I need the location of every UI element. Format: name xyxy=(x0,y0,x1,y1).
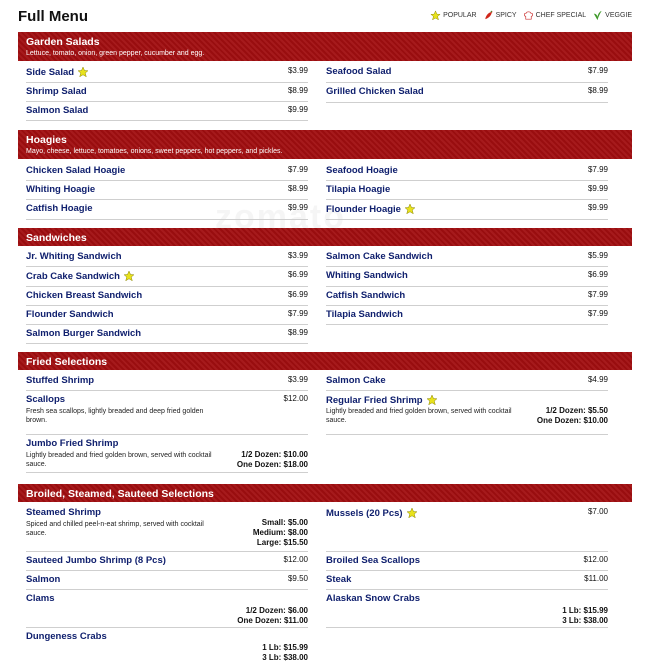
menu-item[interactable] xyxy=(26,435,308,473)
left-column xyxy=(26,162,308,220)
item-price: $4.99 xyxy=(587,375,608,384)
item-price: $6.99 xyxy=(587,270,608,279)
menu-item[interactable] xyxy=(26,628,308,665)
item-name: Salmon Salad xyxy=(26,105,89,116)
item-name: Tilapia Hoagie xyxy=(326,184,391,195)
item-prices: 1/2 Dozen: $6.00 One Dozen: $11.00 xyxy=(237,606,308,625)
item-price: $11.00 xyxy=(584,574,608,583)
menu-item[interactable] xyxy=(26,181,308,200)
item-price: $9.99 xyxy=(287,203,308,212)
item-price: $7.99 xyxy=(587,290,608,299)
chef-hat-icon xyxy=(523,10,534,21)
page-title: Full Menu xyxy=(18,8,88,25)
menu-item[interactable] xyxy=(26,306,308,325)
section-header xyxy=(18,228,632,246)
menu-item[interactable] xyxy=(26,248,308,267)
item-price: $6.99 xyxy=(287,290,308,299)
item-description: Lightly breaded and fried golden brown, served with cocktail sauce. xyxy=(26,452,212,468)
menu-item[interactable] xyxy=(26,102,308,121)
item-name: Broiled Sea Scallops xyxy=(326,555,420,566)
item-price: $9.99 xyxy=(287,105,308,114)
left-column xyxy=(26,63,308,121)
item-name: Dungeness Crabs xyxy=(26,631,107,642)
menu-item[interactable] xyxy=(326,571,608,590)
item-prices: 1/2 Dozen: $5.50 One Dozen: $10.00 xyxy=(536,406,608,425)
section-garden-salads xyxy=(18,32,632,128)
item-name: Chicken Salad Hoagie xyxy=(26,165,126,176)
item-price: $8.99 xyxy=(287,328,308,337)
menu-item[interactable] xyxy=(326,391,608,435)
section-header xyxy=(18,130,632,159)
section-hoagies xyxy=(18,130,632,222)
section-header xyxy=(18,32,632,61)
item-price: $7.00 xyxy=(587,507,608,516)
item-price: $8.99 xyxy=(587,86,608,95)
menu-item[interactable] xyxy=(26,162,308,181)
menu-item[interactable] xyxy=(326,552,608,571)
menu-item[interactable] xyxy=(326,63,608,83)
item-price: $5.99 xyxy=(587,251,608,260)
item-prices: 1/2 Dozen: $10.00 One Dozen: $18.00 xyxy=(236,450,308,469)
item-name: Whiting Sandwich xyxy=(326,270,408,281)
item-price: $7.99 xyxy=(287,165,308,174)
item-name: Tilapia Sandwich xyxy=(326,309,403,320)
item-price: $3.99 xyxy=(287,66,308,75)
menu-item[interactable] xyxy=(26,590,308,628)
legend-popular: POPULAR xyxy=(430,10,476,21)
menu-header xyxy=(18,6,632,28)
section-title: Garden Salads xyxy=(26,36,100,48)
item-name: Jumbo Fried Shrimp xyxy=(26,438,119,449)
item-name: Chicken Breast Sandwich xyxy=(26,290,143,301)
item-name: Grilled Chicken Salad xyxy=(326,86,424,97)
menu-item[interactable] xyxy=(326,200,608,220)
menu-item[interactable] xyxy=(26,552,308,571)
popular-star-icon xyxy=(77,66,89,78)
section-broiled-steamed-sauteed xyxy=(18,484,632,666)
menu-item[interactable] xyxy=(26,391,308,435)
section-sandwiches xyxy=(18,228,632,346)
item-price: $7.99 xyxy=(587,66,608,75)
section-fried-selections xyxy=(18,352,632,478)
item-name: Catfish Hoagie xyxy=(26,203,93,214)
popular-star-icon xyxy=(404,203,416,215)
item-price: $7.99 xyxy=(587,309,608,318)
item-price: $6.99 xyxy=(287,270,308,279)
item-price: $7.99 xyxy=(587,165,608,174)
item-price: $12.00 xyxy=(283,555,308,564)
item-name: Regular Fried Shrimp xyxy=(326,394,423,406)
section-title: Sandwiches xyxy=(26,232,87,244)
menu-item[interactable] xyxy=(326,162,608,181)
item-price: $12.00 xyxy=(583,555,608,564)
item-name: Salmon Cake Sandwich xyxy=(326,251,433,262)
item-name: Stuffed Shrimp xyxy=(26,375,95,386)
item-price: $9.50 xyxy=(287,574,308,583)
item-name: Steak xyxy=(326,574,352,585)
item-name: Clams xyxy=(26,593,55,604)
item-name: Steamed Shrimp xyxy=(26,507,101,518)
left-column xyxy=(26,248,308,344)
item-name: Seafood Salad xyxy=(326,66,392,77)
item-price: $9.99 xyxy=(587,203,608,212)
legend-veggie: VEGGIE xyxy=(592,10,632,21)
right-column xyxy=(326,248,608,325)
veggie-icon xyxy=(592,10,603,21)
section-subtitle: Lettuce, tomato, onion, green pepper, cucumber and egg. xyxy=(26,50,205,57)
item-name: Alaskan Snow Crabs xyxy=(326,593,420,604)
left-column xyxy=(26,504,308,665)
menu-item[interactable] xyxy=(326,287,608,306)
menu-item[interactable] xyxy=(326,83,608,103)
item-name: Jr. Whiting Sandwich xyxy=(26,251,122,262)
icon-legend xyxy=(430,10,632,21)
popular-star-icon xyxy=(406,507,418,519)
item-prices: Small: $5.00 Medium: $8.00 Large: $15.50 xyxy=(252,518,308,547)
item-name: Sauteed Jumbo Shrimp (8 Pcs) xyxy=(26,555,166,566)
item-name: Seafood Hoagie xyxy=(326,165,398,176)
menu-item[interactable] xyxy=(26,83,308,102)
section-header xyxy=(18,352,632,370)
item-description: Lightly breaded and fried golden brown, served with cocktail sauce. xyxy=(326,408,512,424)
item-price: $7.99 xyxy=(287,309,308,318)
item-name: Salmon Burger Sandwich xyxy=(26,328,142,339)
item-name: Scallops xyxy=(26,394,66,405)
item-name: Crab Cake Sandwich xyxy=(26,270,120,282)
item-name: Flounder Sandwich xyxy=(26,309,114,320)
popular-star-icon xyxy=(426,394,438,406)
item-name: Side Salad xyxy=(26,66,75,78)
item-name: Salmon xyxy=(26,574,61,585)
item-name: Salmon Cake xyxy=(326,375,386,386)
right-column xyxy=(326,372,608,435)
item-name: Whiting Hoagie xyxy=(26,184,96,195)
menu-item[interactable] xyxy=(326,306,608,325)
legend-spicy: SPICY xyxy=(483,10,517,21)
menu-item[interactable] xyxy=(26,287,308,306)
menu-item[interactable] xyxy=(26,571,308,590)
item-price: $9.99 xyxy=(587,184,608,193)
right-column xyxy=(326,63,608,103)
section-title: Hoagies xyxy=(26,134,67,146)
item-description: Fresh sea scallops, lightly breaded and deep fried golden brown. xyxy=(26,408,204,424)
section-title: Broiled, Steamed, Sauteed Selections xyxy=(26,488,214,500)
right-column xyxy=(326,162,608,220)
menu-item[interactable] xyxy=(26,200,308,220)
star-icon xyxy=(430,10,441,21)
menu-item[interactable] xyxy=(26,372,308,391)
right-column xyxy=(326,504,608,628)
legend-chef-special: CHEF SPECIAL xyxy=(523,10,587,21)
left-column xyxy=(26,372,308,473)
item-prices: 1 Lb: $15.99 3 Lb: $38.00 xyxy=(562,606,608,625)
item-name: Catfish Sandwich xyxy=(326,290,406,301)
item-name: Shrimp Salad xyxy=(26,86,87,97)
menu-item[interactable] xyxy=(326,267,608,287)
menu-item[interactable] xyxy=(326,372,608,391)
item-name: Mussels (20 Pcs) xyxy=(326,507,403,519)
menu-item[interactable] xyxy=(26,504,308,552)
item-price: $3.99 xyxy=(287,375,308,384)
menu-item[interactable] xyxy=(326,504,608,552)
chili-icon xyxy=(483,10,494,21)
menu-item[interactable] xyxy=(326,248,608,267)
section-subtitle: Mayo, cheese, lettuce, tomatoes, onions, sweet peppers, hot peppers, and pickles. xyxy=(26,148,283,155)
item-prices: 1 Lb: $15.99 3 Lb: $38.00 xyxy=(262,643,308,662)
section-title: Fried Selections xyxy=(26,356,108,368)
popular-star-icon xyxy=(123,270,135,282)
menu-item[interactable] xyxy=(326,181,608,200)
menu-item[interactable] xyxy=(26,325,308,344)
item-description: Spiced and chilled peel-n-eat shrimp, served with cocktail sauce. xyxy=(26,521,204,537)
item-name: Flounder Hoagie xyxy=(326,203,401,215)
menu-item[interactable] xyxy=(326,590,608,628)
item-price: $8.99 xyxy=(287,184,308,193)
item-price: $3.99 xyxy=(287,251,308,260)
section-header xyxy=(18,484,632,502)
item-price: $12.00 xyxy=(283,394,308,403)
item-price: $8.99 xyxy=(287,86,308,95)
menu-item[interactable] xyxy=(26,63,308,83)
menu-item[interactable] xyxy=(26,267,308,287)
